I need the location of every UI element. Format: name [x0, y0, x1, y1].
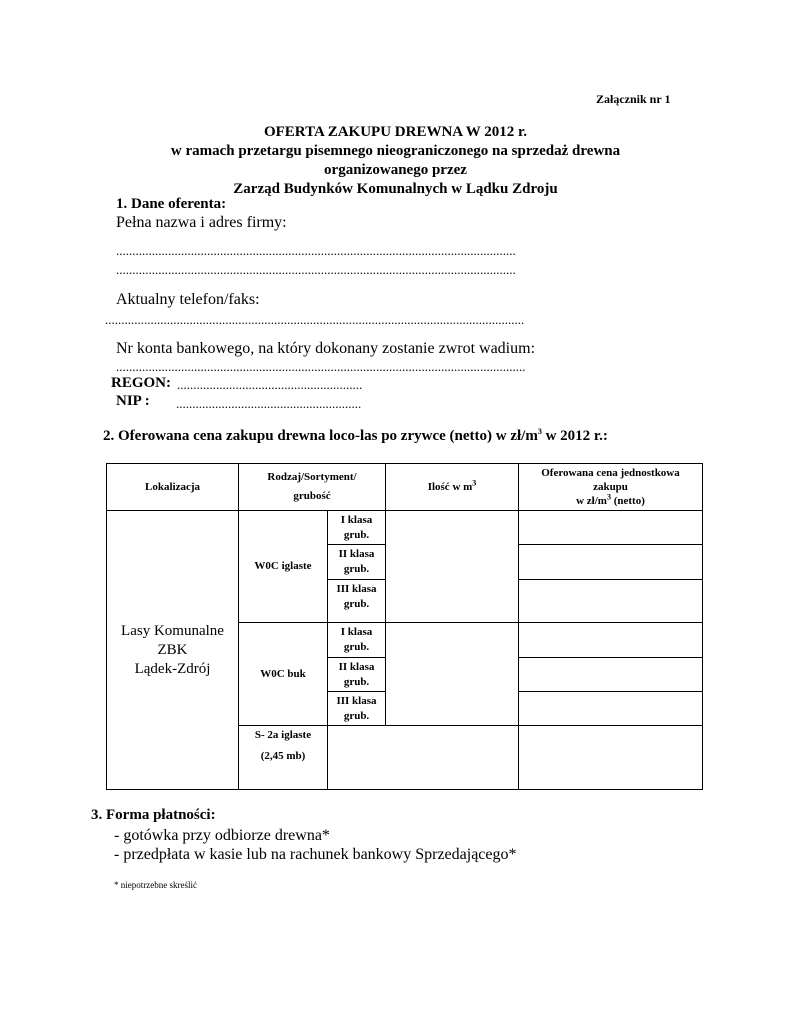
- location-line: Lądek-Zdrój: [134, 660, 211, 677]
- class-label: II klasa: [338, 548, 375, 560]
- header-quantity: [386, 464, 519, 511]
- nip-field[interactable]: .........................................................: [176, 396, 362, 411]
- location-line: ZBK: [157, 641, 188, 658]
- quantity-input-cell[interactable]: [386, 511, 519, 623]
- class-cell: [328, 545, 386, 580]
- header-quantity-sup: 3: [472, 477, 477, 487]
- class-label: I klasa: [340, 513, 373, 526]
- location-line: Lasy Komunalne: [121, 622, 224, 639]
- header-location: Lokalizacja: [107, 464, 239, 511]
- class-label: II klasa: [338, 660, 375, 673]
- nip-label: NIP :: [116, 393, 150, 409]
- header-price-netto: (netto): [610, 495, 645, 507]
- table-row: [107, 511, 703, 545]
- bank-account-field[interactable]: ..............................................................................................................................: [116, 359, 526, 374]
- title-subline: Zarząd Budynków Komunalnych w Lądku Zdroju: [233, 181, 558, 197]
- class-label: III klasa: [336, 583, 377, 595]
- title-subline: w ramach przetargu pisemnego nieograniczonego na sprzedaż drewna: [170, 143, 621, 159]
- class-unit: grub.: [343, 709, 370, 722]
- class-unit: grub.: [343, 528, 370, 541]
- class-cell: [328, 511, 386, 545]
- group-name-cell: W0C iglaste: [239, 511, 328, 623]
- header-price-line2: zakupu: [593, 481, 628, 493]
- class-unit: grub.: [343, 563, 370, 575]
- bank-account-label: Nr konta bankowego, na który dokonany zostanie zwrot wadium:: [116, 340, 536, 357]
- class-unit: grub.: [343, 598, 370, 610]
- header-type: [239, 464, 386, 511]
- price-input-cell[interactable]: [519, 580, 703, 623]
- class-cell: [328, 623, 386, 658]
- payment-option-transfer: - przedpłata w kasie lub na rachunek bankowy Sprzedającego*: [114, 846, 517, 863]
- group-name-cell: [239, 726, 328, 790]
- price-input-cell[interactable]: [519, 545, 703, 580]
- class-cell: [328, 658, 386, 692]
- price-offer-table: [106, 463, 703, 790]
- header-price-sup: 3: [606, 492, 611, 502]
- footnote: * niepotrzebne skreślić: [114, 880, 197, 890]
- class-cell: [328, 692, 386, 726]
- price-input-cell[interactable]: [519, 692, 703, 726]
- header-type-line2: grubość: [293, 490, 331, 502]
- price-input-cell[interactable]: [519, 658, 703, 692]
- price-input-cell[interactable]: [519, 511, 703, 545]
- table-header-row: [107, 464, 703, 511]
- payment-option-cash: - gotówka przy odbiorze drewna*: [114, 827, 330, 844]
- class-label: III klasa: [336, 694, 377, 707]
- company-field-line1[interactable]: ...........................................................................................................................: [116, 243, 516, 258]
- cubic-superscript: 3: [537, 427, 542, 436]
- title-subline: organizowanego przez: [324, 162, 467, 178]
- location-cell: [107, 511, 239, 790]
- section2-heading-year: w 2012 r.:: [541, 428, 608, 444]
- group-name-cell: W0C buk: [239, 623, 328, 726]
- price-input-cell[interactable]: [519, 623, 703, 658]
- price-input-cell[interactable]: [519, 726, 703, 790]
- attachment-label: Załącznik nr 1: [596, 92, 671, 106]
- group-name: S- 2a iglaste: [254, 729, 312, 741]
- section2-heading-text: 2. Oferowana cena zakupu drewna loco-las po zrywce (netto) w zł/m: [103, 428, 538, 444]
- class-unit: grub.: [343, 641, 370, 653]
- regon-label: REGON:: [111, 375, 171, 391]
- header-price: [519, 464, 703, 511]
- regon-field[interactable]: .........................................................: [177, 377, 363, 392]
- quantity-input-cell[interactable]: [328, 726, 519, 790]
- document-title: OFERTA ZAKUPU DREWNA W 2012 r.: [263, 124, 528, 140]
- class-label: I klasa: [340, 626, 373, 638]
- header-quantity-text: Ilość w m: [427, 480, 473, 493]
- section1-heading: 1. Dane oferenta:: [116, 196, 227, 212]
- class-unit: grub.: [343, 675, 370, 688]
- quantity-input-cell[interactable]: [386, 623, 519, 726]
- phone-label: Aktualny telefon/faks:: [116, 291, 260, 308]
- section3-heading: 3. Forma płatności:: [91, 807, 216, 823]
- company-label: Pełna nazwa i adres firmy:: [116, 214, 287, 231]
- header-type-line1: Rodzaj/Sortyment/: [267, 471, 357, 483]
- section2-heading: [103, 428, 608, 445]
- header-price-line1: Oferowana cena jednostkowa: [541, 467, 680, 479]
- header-price-unit: w zł/m: [576, 495, 607, 507]
- class-cell: [328, 580, 386, 623]
- company-field-line2[interactable]: ...........................................................................................................................: [116, 262, 516, 277]
- group-length: (2,45 mb): [260, 750, 306, 762]
- header-price-line3: [519, 494, 702, 508]
- phone-field[interactable]: .................................................................................................................................: [105, 312, 525, 327]
